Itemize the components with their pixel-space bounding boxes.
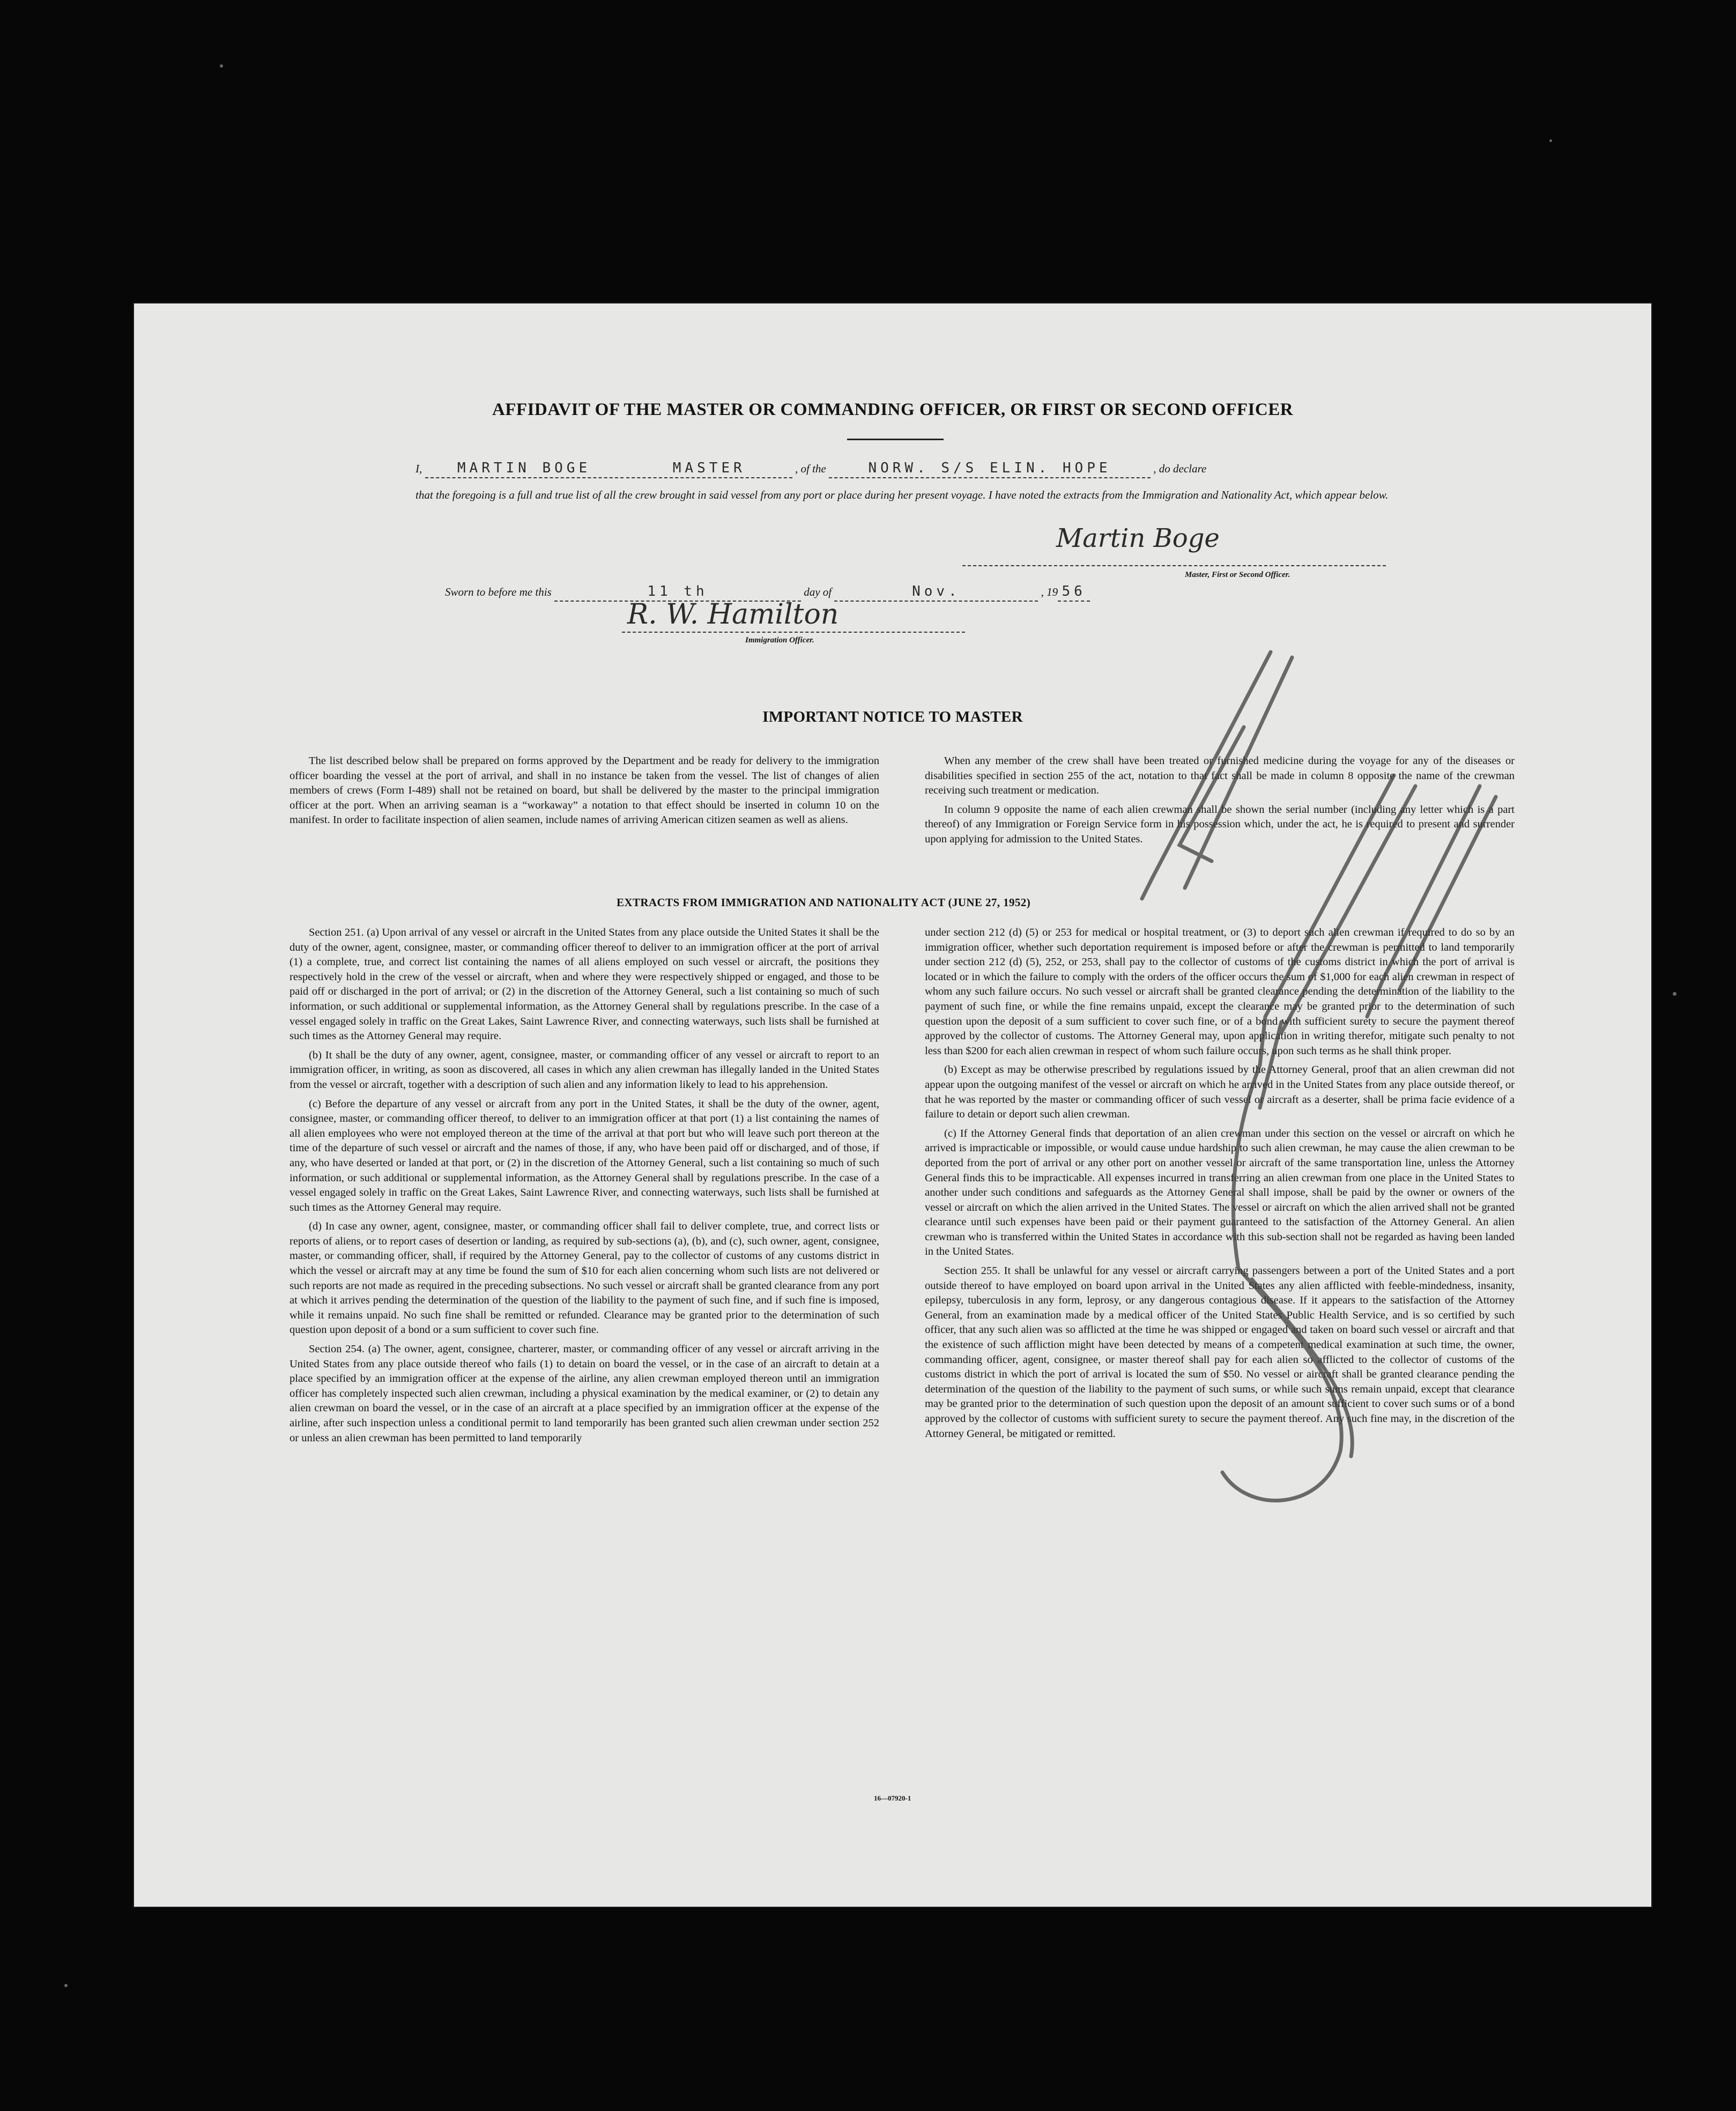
affidavit-title: AFFIDAVIT OF THE MASTER OR COMMANDING OFFICER, OR FIRST OR SECOND OFFICER [492,400,1294,419]
notice-title: IMPORTANT NOTICE TO MASTER [762,708,1023,725]
master-name-field: MARTIN BOGE [425,459,624,478]
extract-paragraph: Section 255. It shall be unlawful for any vessel or aircraft carrying passengers between a port of the United States and a port outside thereof to have employed on board upon arrival in the United States any alien afflicted with feeble-mindedness, insanity, epilepsy, tuberculosis in any form, leprosy, or any dangerous contagious disease. If it appears to the satisfaction of the Attorney General, from an examination made by a medical officer of the United States Public Health Service, and is so certified by such officer, that any such alien was so afflicted at the time he was shipped or engaged and taken on board such vessel or aircraft and that the existence of such affliction might have been detected by means of a competent medical examination at such time, the owner, commanding officer, agent, consignee, or master thereof shall pay for each alien so afflicted to the collector of customs of the customs district in which the port of arrival is located the sum of $50. No vessel or aircraft shall be granted clearance pending the determination of the question of the liability to the payment of such sums, or while such sums remain unpaid, except that clearance may be granted prior to the determination of such question upon the deposit of an amount sufficient to cover such sums or of a bond approved by the collector of customs with sufficient surety to secure the payment thereof. Any such fine may, in the discretion of the Attorney General, be mitigated or remitted. [925,1265,1515,1440]
sworn-month-field: Nov. [834,582,1038,602]
vessel-name-field: NORW. S/S ELIN. HOPE [829,459,1151,478]
extract-paragraph: Section 254. (a) The owner, agent, consignee, charterer, master, or commanding officer of any vessel or aircraft arriving in the United States from any place outside thereof who fails (1) to detain on board the vessel, or in the case of an aircraft to detain at a place specified by an immigration officer at the expense of the airline, any alien crewman employed thereon until an immigration officer has completely inspected such alien crewman, including a physical examination by the medical examiner, or (2) to detain any alien crewman on board the vessel, or in the case of an aircraft at a place specified by an immigration officer at the expense of the airline, after such inspection unless a conditional permit to land temporarily has been granted such alien crewman under section 252 or unless an alien crewman has been permitted to land temporarily [290,1343,879,1444]
notice-right-column [925,754,1515,851]
notice-paragraph: The list described below shall be prepared on forms approved by the Department and be ready for delivery to the immigration officer boarding the vessel at the port of arrival, and shall in no instance be taken from the vessel. The list of changes of alien members of crews (Form I-489) shall not be retained on board, but shall be delivered by the master to the principal immigration officer at the port. When an arriving seaman is a “workaway” a notation to that effect should be inserted in column 10 on the manifest. In order to facilitate inspection of alien seamen, include names of arriving American citizen seamen as well as aliens. [290,755,879,826]
extracts-right-column [925,925,1515,1446]
film-speck [64,1984,68,1987]
i-label: I, [416,462,422,475]
extract-paragraph: (b) Except as may be otherwise prescribed by regulations issued by the Attorney General, proof that an alien crewman did not appear upon the outgoing manifest of the vessel or aircraft on which he arrived in the United States from any place outside thereof, or that he was reported by the master or commanding officer of such vessel or aircraft as a deserter, shall be prima facie evidence of a failure to detain or deport such alien crewman. [925,1064,1515,1121]
day-of-label: day of [804,586,832,598]
film-speck [220,64,223,68]
master-signature: Martin Boge [1056,523,1220,553]
extract-paragraph: (c) Before the departure of any vessel or aircraft from any port in the United States, it shall be the duty of the owner, agent, consignee, master, or commanding officer thereof, to deliver to an immigration officer at that port (1) a list containing the names of all alien employees who were not employed thereon at the time of the arrival at that port but who will leave such port thereon at the time of the departure of such vessel or aircraft and the names of those, if any, who have been paid off or discharged, and of those, if any, who have deserted or landed at that port, or (2) in the discretion of the Attorney General, such a list containing so much of such information, or such additional or supplemental information, as the Attorney General shall by regulations prescribe. In the case of a vessel engaged solely in traffic on the Great Lakes, Saint Lawrence River, and connecting waterways, such lists shall be furnished at such times as the Attorney General may require. [290,1098,879,1213]
extract-paragraph: Section 251. (a) Upon arrival of any vessel or aircraft in the United States from any place outside the United States it shall be the duty of the owner, agent, consignee, master, or commanding officer thereof to deliver to an immigration officer at the port of arrival (1) a complete, true, and correct list containing the names of all aliens employed on such vessel or aircraft, the positions they respectively hold in the crew of the vessel or aircraft, when and where they were respectively shipped or engaged, and those to be paid off or discharged in the port of arrival; or (2) in the discretion of the Attorney General, such a list containing so much of such information, or such additional or supplemental information, as the Attorney General shall by regulations prescribe. In the case of a vessel engaged solely in traffic on the Great Lakes, Saint Lawrence River, and connecting waterways, such lists shall be furnished at such times as the Attorney General may require. [290,927,879,1042]
film-speck [1673,992,1676,996]
sworn-label: Sworn to before me this [445,586,552,598]
year-prefix: , 19 [1041,586,1058,598]
form-number: 16—07920-1 [874,1794,911,1802]
notice-paragraph: In column 9 opposite the name of each alien crewman shall be shown the serial number (including any letter which is a part thereof) of any Immigration or Foreign Service form in his possession which, under the act, he is required to present and surrender upon applying for admission to the United States. [925,803,1515,845]
extract-paragraph: (b) It shall be the duty of any owner, agent, consignee, master, or commanding officer of any vessel or aircraft to report to an immigration officer, in writing, as soon as discovered, all cases in which any alien crewman has illegally landed in the United States from the vessel or aircraft, together with a description of such alien and any information likely to lead to his apprehension. [290,1049,879,1091]
extracts-left-column [290,925,879,1450]
title-divider [847,439,944,440]
notice-paragraph: When any member of the crew shall have been treated or furnished medicine during the voyage for any of the diseases or disabilities specified in section 255 of the act, notation to that fact shall be made in column 8 opposite the name of the crewman receiving such treatment or medication. [925,755,1515,797]
sworn-year-field: 56 [1058,582,1090,602]
declaration-line [416,459,1413,478]
officer-signature-line [622,632,965,633]
declaration-statement: that the foregoing is a full and true list of all the crew brought in said vessel from any port or place during her present voyage. I have noted the extracts from the Immigration and Nationality Act, which appear below. [416,488,1389,501]
extract-paragraph: (d) In case any owner, agent, consignee, master, or commanding officer shall fail to deliver complete, true, and correct lists or reports of aliens, or to report cases of desertion or landing, as required by sub-sections (a), (b), and (c), such owner, agent, consignee, master, or commanding officer, shall, if required by the Attorney General, pay to the collector of customs of any customs district in which the vessel or aircraft may at any time be found the sum of $10 for each alien concerning whom such lists are not delivered or such reports are not made as required in the preceding subsections. No such vessel or aircraft shall be granted clearance from any port at which it arrives pending the determination of the question of the liability to the payment of such fine, and if such fine is imposed, while it remains unpaid. No such fine shall be remitted or refunded. Clearance may be granted prior to the determination of such question upon deposit of a bond or a sum sufficient to cover such fine. [290,1220,879,1336]
extract-paragraph: (c) If the Attorney General finds that deportation of an alien crewman under this section on the vessel or aircraft on which he arrived is impracticable or impossible, or would cause undue hardship to such alien crewman, he may cause the alien crewman to be deported from the port of arrival or any other port on another vessel or aircraft of the same transportation line, unless the Attorney General finds this to be impracticable. All expenses incurred in transferring an alien crewman from one place in the United States to another under such conditions and safeguards as the Attorney General shall impose, shall be paid by the owner or owners of the vessel or aircraft on which the alien arrived in the United States. The vessel or aircraft on which the alien arrived shall not be granted clearance until such expenses have been paid or their payment guaranteed to the satisfaction of the Attorney General. An alien crewman who is transferred within the United States in accordance with this sub-section shall not be regarded as having been landed in the United States. [925,1127,1515,1258]
of-the-label: , of the [795,462,826,475]
affidavit-page [134,303,1651,1907]
officer-caption: Immigration Officer. [745,636,814,645]
notice-left-column [290,754,879,832]
extract-paragraph: under section 212 (d) (5) or 253 for medical or hospital treatment, or (3) to deport such alien crewman if required to do so by an immigration officer, whether such deportation requirement is imposed before or after the crewman is permitted to land temporarily under section 212 (d) (5), 252, or 253, shall pay to the collector of customs of the customs district in which the port of arrival is located or in which the failure to comply with the orders of the officer occurs the sum of $1,000 for each alien crewman in respect of whom any such failure occurs. No such vessel or aircraft shall be granted clearance pending the determination of the liability to the payment of such fine, or while the fine remains unpaid, except the clearance may be granted prior to the determination of such question upon the deposit of a sum sufficient to cover such fine, or of a bond with sufficient surety to secure the payment thereof approved by the collector of customs. The Attorney General may, upon application in writing therefor, mitigate such penalty to not less than $200 for each alien crewman in respect of whom such failure occurs, upon such terms as he shall think proper. [925,927,1515,1057]
sworn-line [445,582,1249,602]
do-declare-label: , do declare [1153,462,1207,475]
master-signature-line [962,565,1386,566]
officer-signature: R. W. Hamilton [627,598,839,631]
sworn-day-field: 11 th [554,582,801,602]
master-caption: Master, First or Second Officer. [1185,571,1290,579]
film-speck [1549,139,1552,142]
extracts-title: EXTRACTS FROM IMMIGRATION AND NATIONALITY ACT (JUNE 27, 1952) [617,896,1031,909]
rank-field: MASTER [626,459,792,478]
